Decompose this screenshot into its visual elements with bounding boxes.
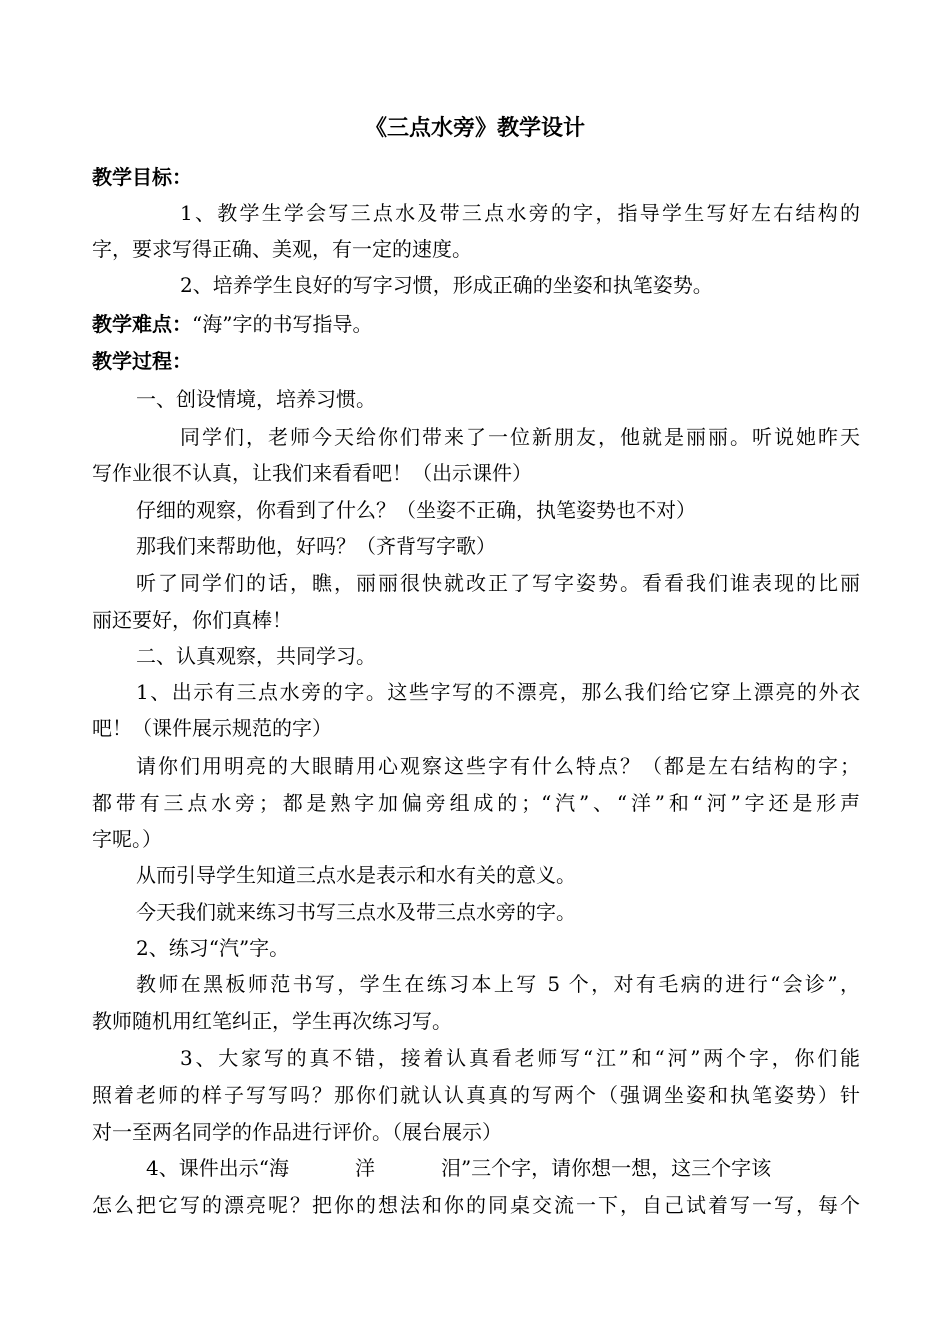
section-2-item-1-line-2: 吧！（课件展示规范的字） (92, 716, 332, 740)
goal-1-line-1: 1、教学生学会写三点水及带三点水旁的字，指导学生写好左右结构的 (180, 201, 860, 225)
section-1-paragraph-4-line-1: 听了同学们的话，瞧，丽丽很快就改正了写字姿势。看看我们谁表现的比丽 (136, 571, 860, 595)
section-1-paragraph-2: 仔细的观察，你看到了什么？（坐姿不正确，执笔姿势也不对） (136, 498, 696, 522)
section-1-title: 一、创设情境，培养习惯。 (136, 387, 376, 411)
goals-heading: 教学目标： (92, 165, 192, 189)
section-2-paragraph-2-line-1: 请你们用明亮的大眼睛用心观察这些字有什么特点？（都是左右结构的字； (136, 754, 860, 778)
section-2-paragraph-2-line-2: 都带有三点水旁；都是熟字加偏旁组成的；“汽”、“洋”和“河”字还是形声 (92, 791, 860, 815)
section-2-item-1-line-1: 1、出示有三点水旁的字。这些字写的不漂亮，那么我们给它穿上漂亮的外衣 (136, 680, 860, 704)
section-2-item-3-line-1: 3、大家写的真不错，接着认真看老师写“江”和“河”两个字，你们能 (180, 1046, 860, 1070)
goal-2: 2、培养学生良好的写字习惯，形成正确的坐姿和执笔姿势。 (180, 273, 713, 297)
section-1-paragraph-3: 那我们来帮助他，好吗？（齐背写字歌） (136, 534, 496, 558)
section-2-paragraph-4: 今天我们就来练习书写三点水及带三点水旁的字。 (136, 900, 576, 924)
section-2-item-4-line-1 (146, 1153, 771, 1183)
item-4-text-part-1: 4、课件出示“海 (146, 1156, 289, 1180)
section-1-paragraph-4-line-2: 丽还要好，你们真棒！ (92, 608, 292, 632)
section-2-item-3-line-3: 对一至两名同学的作品进行评价。（展台展示） (92, 1120, 502, 1144)
difficulty-text: “海”字的书写指导。 (192, 312, 373, 336)
item-4-text-part-2: 洋 (354, 1156, 375, 1180)
section-2-item-4-line-2: 怎么把它写的漂亮呢？把你的想法和你的同桌交流一下，自己试着写一写，每个 (92, 1193, 860, 1217)
section-1-paragraph-1-line-1: 同学们，老师今天给你们带来了一位新朋友，他就是丽丽。听说她昨天 (180, 425, 860, 449)
section-2-paragraph-3: 从而引导学生知道三点水是表示和水有关的意义。 (136, 863, 576, 887)
section-2-paragraph-2-line-3: 字呢。） (92, 827, 162, 851)
section-2-paragraph-6-line-2: 教师随机用红笔纠正，学生再次练习写。 (92, 1009, 452, 1033)
section-2-item-3-line-2: 照着老师的样子写写吗？那你们就认认真真的写两个（强调坐姿和执笔姿势）针 (92, 1083, 860, 1107)
section-1-paragraph-1-line-2: 写作业很不认真，让我们来看看吧！（出示课件） (92, 461, 532, 485)
item-4-text-part-3: 泪”三个字，请你想一想，这三个字该 (440, 1156, 772, 1180)
section-2-item-2: 2、练习“汽”字。 (136, 936, 290, 960)
goal-1-line-2: 字，要求写得正确、美观，有一定的速度。 (92, 237, 472, 261)
section-2-title: 二、认真观察，共同学习。 (136, 644, 376, 668)
section-2-paragraph-6-line-1: 教师在黑板师范书写，学生在练习本上写 5 个，对有毛病的进行“会诊”， (136, 972, 860, 996)
difficulty-label: 教学难点： (92, 312, 192, 336)
process-heading: 教学过程： (92, 349, 192, 373)
difficulty-line (92, 309, 372, 339)
page-title: 《三点水旁》教学设计 (364, 115, 585, 141)
